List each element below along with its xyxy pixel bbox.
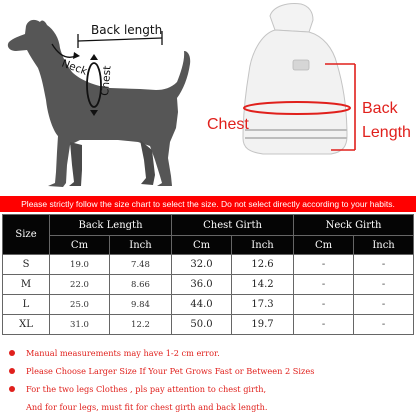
raincoat-hood <box>270 4 313 33</box>
table-cell: - <box>354 295 414 315</box>
note-text: For the two legs Clothes , pls pay attention to chest girth, <box>26 384 267 394</box>
coat-chest-label: Chest <box>207 116 249 133</box>
unit-header: Inch <box>110 236 172 255</box>
table-cell: 7.48 <box>110 255 172 275</box>
table-cell: 31.0 <box>50 315 110 335</box>
table-cell: - <box>294 275 354 295</box>
chest-girth-header: Chest Girth <box>172 215 294 236</box>
unit-header: Cm <box>172 236 232 255</box>
chest-label: Chest <box>99 65 114 97</box>
bullet-dot-icon <box>9 368 15 374</box>
size-cell: XL <box>3 315 50 335</box>
size-column-header: Size <box>3 215 50 255</box>
table-cell: 19.0 <box>50 255 110 275</box>
table-group-header-row <box>3 215 414 236</box>
unit-header: Cm <box>50 236 110 255</box>
table-row <box>3 275 414 295</box>
neck-arrow-head <box>73 52 80 59</box>
unit-header: Cm <box>294 236 354 255</box>
table-unit-header-row <box>3 236 414 255</box>
size-chart-table <box>2 214 414 335</box>
chest-arrow-top <box>90 54 98 60</box>
raincoat-body <box>243 30 347 154</box>
table-cell: 14.2 <box>232 275 294 295</box>
table-cell: 50.0 <box>172 315 232 335</box>
table-cell: - <box>354 255 414 275</box>
list-item <box>9 398 409 416</box>
table-cell: 17.3 <box>232 295 294 315</box>
unit-header: Inch <box>232 236 294 255</box>
raincoat-illustration <box>205 0 416 195</box>
table-row <box>3 295 414 315</box>
dog-silhouette <box>8 20 190 187</box>
back-length-label: Back length <box>91 23 163 37</box>
bullet-dot-icon <box>9 350 15 356</box>
note-text: Manual measurements may have 1-2 cm error. <box>26 348 220 358</box>
list-item <box>9 344 409 362</box>
table-cell: - <box>354 315 414 335</box>
table-row <box>3 315 414 335</box>
bullet-dot-icon <box>9 386 15 392</box>
dog-measurement-illustration <box>0 0 205 195</box>
list-item <box>9 362 409 380</box>
back-length-line <box>78 38 162 41</box>
size-cell: S <box>3 255 50 275</box>
raincoat-tab <box>293 60 309 70</box>
notes-list <box>9 344 409 416</box>
table-cell: 25.0 <box>50 295 110 315</box>
table-cell: 9.84 <box>110 295 172 315</box>
table-cell: 22.0 <box>50 275 110 295</box>
table-cell: - <box>294 315 354 335</box>
table-cell: 36.0 <box>172 275 232 295</box>
coat-back-label: Back <box>362 100 398 117</box>
neck-label: Neck <box>59 57 89 78</box>
table-cell: - <box>294 255 354 275</box>
table-cell: - <box>294 295 354 315</box>
note-text: And for four legs, must fit for chest girth and back length. <box>26 402 268 412</box>
table-cell: 44.0 <box>172 295 232 315</box>
table-cell: 12.6 <box>232 255 294 275</box>
unit-header: Inch <box>354 236 414 255</box>
note-text: Please Choose Larger Size If Your Pet Grows Fast or Between 2 Sizes <box>26 366 315 376</box>
table-cell: 8.66 <box>110 275 172 295</box>
back-length-header: Back Length <box>50 215 172 236</box>
size-notice-banner: Please strictly follow the size chart to select the size. Do not select directly according to your habits. <box>0 196 416 212</box>
dog-front-leg <box>69 142 82 186</box>
table-cell: 19.7 <box>232 315 294 335</box>
table-cell: 12.2 <box>110 315 172 335</box>
table-cell: 32.0 <box>172 255 232 275</box>
size-cell: L <box>3 295 50 315</box>
coat-length-label: Length <box>362 124 411 141</box>
list-item <box>9 380 409 398</box>
table-row <box>3 255 414 275</box>
size-cell: M <box>3 275 50 295</box>
neck-girth-header: Neck Girth <box>294 215 414 236</box>
table-cell: - <box>354 275 414 295</box>
